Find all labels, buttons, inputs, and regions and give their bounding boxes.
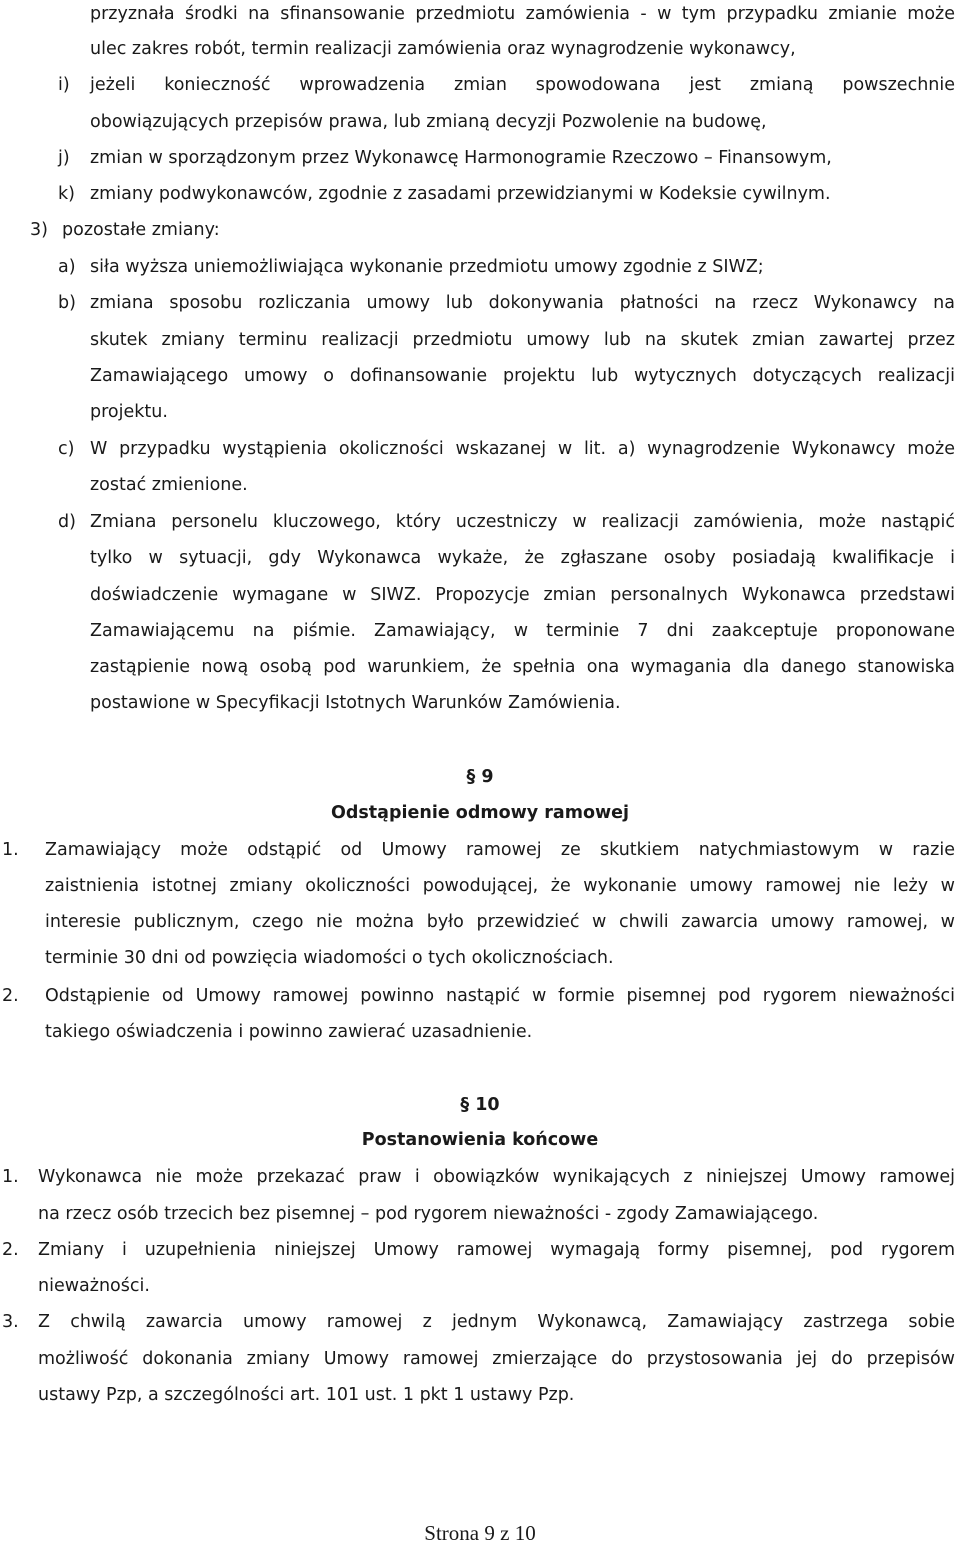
list-marker-a: a) (58, 257, 76, 277)
list-item-d-line: Zmiana personelu kluczowego, który uczestniczy w realizacji zamówienia, może nastąpić (90, 512, 955, 532)
list-marker-3: 3) (30, 220, 48, 240)
list-item-d-line: Zamawiającemu na piśmie. Zamawiający, w terminie 7 dni zaakceptuje proponowane (90, 621, 955, 641)
text-line: ulec zakres robót, termin realizacji zamówienia oraz wynagrodzenie wykonawcy, (90, 39, 796, 59)
section-item-line: Odstąpienie od Umowy ramowej powinno nastąpić w formie pisemnej pod rygorem nieważności (45, 986, 955, 1006)
section-item-line: takiego oświadczenia i powinno zawierać uzasadnienie. (45, 1022, 533, 1042)
list-item-d-line: postawione w Specyfikacji Istotnych Warunków Zamówienia. (90, 693, 621, 713)
list-item-b-line: projektu. (90, 402, 168, 422)
list-marker-b: b) (58, 293, 76, 313)
section-item-line: Zmiany i uzupełnienia niniejszej Umowy ramowej wymagają formy pisemnej, pod rygorem (38, 1240, 955, 1260)
list-item-3-line: pozostałe zmiany: (62, 220, 220, 240)
section-item-line: zaistnienia istotnej zmiany okoliczności powodującej, że wykonanie umowy ramowej nie leży w (45, 876, 955, 896)
section-item-line: interesie publicznym, czego nie można było przewidzieć w chwili zawarcia umowy ramowej, w (45, 912, 955, 932)
section-title: Odstąpienie odmowy ramowej (330, 803, 629, 823)
section-item-line: terminie 30 dni od powzięcia wiadomości o tych okolicznościach. (45, 948, 614, 968)
list-item-c-line: W przypadku wystąpienia okoliczności wskazanej w lit. a) wynagrodzenie Wykonawcy może (90, 439, 955, 459)
section-item-line: możliwość dokonania zmiany Umowy ramowej zmierzające do przystosowania jej do przepisów (38, 1349, 955, 1369)
section-title: Postanowienia końcowe (361, 1130, 599, 1150)
list-item-c-line: zostać zmienione. (90, 475, 248, 495)
list-item-d-line: zastąpienie nową osobą pod warunkiem, że spełnia ona wymagania dla danego stanowiska (90, 657, 955, 677)
list-item-b-line: zmiana sposobu rozliczania umowy lub dokonywania płatności na rzecz Wykonawcy na (90, 293, 955, 313)
list-marker-j: j) (58, 148, 70, 168)
list-item-j-line: zmian w sporządzonym przez Wykonawcę Harmonogramie Rzeczowo – Finansowym, (90, 148, 832, 168)
section-item-line: na rzecz osób trzecich bez pisemnej – pod rygorem nieważności - zgody Zamawiającego. (38, 1204, 819, 1224)
list-item-i-line: obowiązujących przepisów prawa, lub zmianą decyzji Pozwolenie na budowę, (90, 112, 767, 132)
list-item-k-line: zmiany podwykonawców, zgodnie z zasadami przewidzianymi w Kodeksie cywilnym. (90, 184, 831, 204)
section-item-line: Wykonawca nie może przekazać praw i obowiązków wynikających z niniejszej Umowy ramowej (38, 1167, 955, 1187)
list-marker-3: 3. (2, 1312, 19, 1332)
list-marker-1: 1. (2, 1167, 19, 1187)
list-marker-k: k) (58, 184, 75, 204)
list-item-b-line: skutek zmiany terminu realizacji przedmiotu umowy lub na skutek zmian zawartej przez (90, 330, 955, 350)
list-item-i-line: jeżeli konieczność wprowadzenia zmian spowodowana jest zmianą powszechnie (90, 75, 955, 95)
list-marker-2: 2. (2, 986, 19, 1006)
section-item-line: ustawy Pzp, a szczególności art. 101 ust. 1 pkt 1 ustawy Pzp. (38, 1385, 575, 1405)
list-marker-d: d) (58, 512, 76, 532)
list-marker-i: i) (58, 75, 70, 95)
section-item-line: nieważności. (38, 1276, 150, 1296)
list-marker-2: 2. (2, 1240, 19, 1260)
list-item-d-line: tylko w sytuacji, gdy Wykonawca wykaże, że zgłaszane osoby posiadają kwalifikacje i (90, 548, 955, 568)
section-number: § 10 (460, 1095, 500, 1115)
list-item-a-line: siła wyższa uniemożliwiająca wykonanie przedmiotu umowy zgodnie z SIWZ; (90, 257, 764, 277)
list-item-b-line: Zamawiającego umowy o dofinansowanie projektu lub wytycznych dotyczących realizacji (90, 366, 955, 386)
section-number: § 9 (466, 767, 494, 787)
list-item-d-line: doświadczenie wymagane w SIWZ. Propozycje zmian personalnych Wykonawca przedstawi (90, 585, 955, 605)
list-marker-1: 1. (2, 840, 19, 860)
section-item-line: Zamawiający może odstąpić od Umowy ramowej ze skutkiem natychmiastowym w razie (45, 840, 955, 860)
list-marker-c: c) (58, 439, 75, 459)
section-item-line: Z chwilą zawarcia umowy ramowej z jednym Wykonawcą, Zamawiający zastrzega sobie (38, 1312, 955, 1332)
text-line: przyznała środki na sfinansowanie przedmiotu zamówienia - w tym przypadku zmianie może (90, 4, 955, 24)
page-footer: Strona 9 z 10 (424, 1521, 536, 1545)
